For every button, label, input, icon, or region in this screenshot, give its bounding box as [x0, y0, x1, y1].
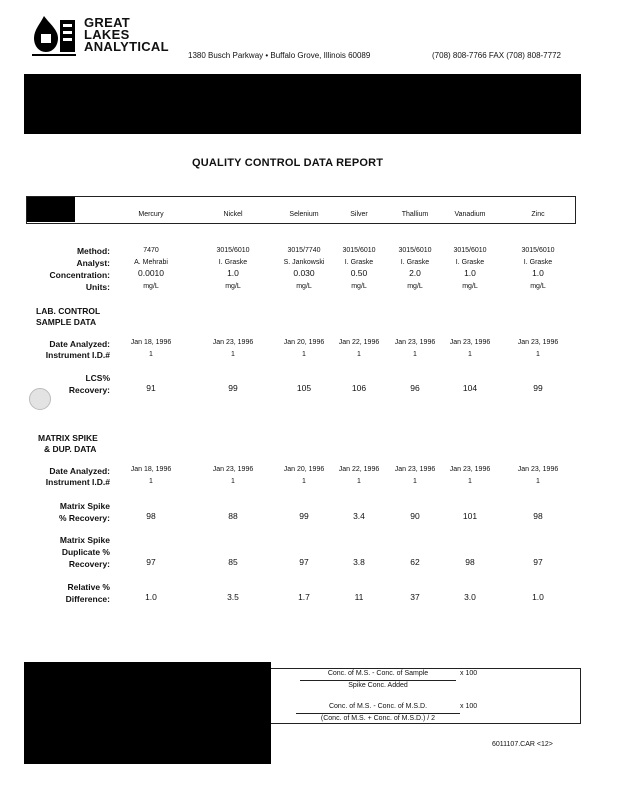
lcs-section-line: LAB. CONTROL — [36, 306, 101, 316]
ms-dup-cell: 97 — [146, 557, 156, 567]
lcs-instrument-cell: 1 — [413, 351, 417, 358]
lcs-recovery-cell: 99 — [228, 383, 238, 393]
units-cell: mg/L — [225, 283, 241, 290]
lcs-recovery-cell: 96 — [410, 383, 420, 393]
rpd-cell: 37 — [410, 592, 420, 602]
ms-date-cell: Jan 23, 1996 — [449, 466, 491, 473]
lcs-date-cell: Jan 23, 1996 — [212, 339, 254, 346]
rpd-cell: 3.5 — [227, 592, 239, 602]
column-header: Zinc — [531, 211, 545, 218]
rpd-cell: 11 — [354, 592, 364, 602]
analyst-cell: I. Graske — [400, 259, 430, 266]
analyst-cell: I. Graske — [218, 259, 248, 266]
lcs-instrument-label: Instrument I.D.# — [45, 350, 110, 360]
ms-instrument-cell: 1 — [149, 478, 153, 485]
lcs-recovery-label-line: LCS% — [85, 373, 110, 383]
ms-date-cell: Jan 23, 1996 — [517, 466, 559, 473]
ms-section-line: MATRIX SPIKE — [38, 433, 98, 443]
ms-dup-cell: 97 — [533, 557, 543, 567]
ms-section-title — [38, 433, 98, 455]
concentration-cell: 1.0 — [464, 268, 476, 278]
ms-spike-cell: 99 — [299, 511, 309, 521]
company-name-line: ANALYTICAL — [84, 39, 169, 54]
lcs-recovery-cell: 106 — [351, 383, 367, 393]
rpd-cell: 1.0 — [145, 592, 157, 602]
concentration-cell: 0.0010 — [138, 268, 164, 278]
ms-spike-label-line: % Recovery: — [58, 513, 110, 523]
ms-dup-cell: 62 — [410, 557, 420, 567]
method-cell: 3015/6010 — [521, 247, 555, 254]
company-name-line: GREAT — [84, 15, 131, 30]
ms-instrument-cell: 1 — [302, 478, 306, 485]
analyst-cell: A. Mehrabi — [134, 259, 168, 266]
method-cell: 3015/6010 — [216, 247, 250, 254]
units-label: Units: — [85, 282, 110, 292]
rpd-label-line: Difference: — [65, 594, 110, 604]
lcs-instrument-cell: 1 — [149, 351, 153, 358]
concentration-cell: 0.030 — [293, 268, 315, 278]
units-cell: mg/L — [530, 283, 546, 290]
ms-instrument-cell: 1 — [536, 478, 540, 485]
company-address: 1380 Busch Parkway • Buffalo Grove, Illinois 60089 — [188, 51, 371, 60]
method-label: Method: — [76, 246, 110, 256]
column-header: Vanadium — [454, 211, 486, 218]
column-header: Selenium — [289, 211, 319, 218]
lcs-recovery-label-line: Recovery: — [68, 385, 110, 395]
rpd-cell: 1.0 — [532, 592, 544, 602]
analyst-cell: I. Graske — [523, 259, 553, 266]
column-header: Silver — [350, 211, 368, 218]
lcs-section-title — [36, 306, 100, 328]
lcs-date-cell: Jan 23, 1996 — [449, 339, 491, 346]
ms-date-cell: Jan 22, 1996 — [338, 466, 380, 473]
column-header: Thallium — [401, 211, 429, 218]
ms-date-cell: Jan 20, 1996 — [283, 466, 325, 473]
lcs-instrument-cell: 1 — [536, 351, 540, 358]
concentration-label: Concentration: — [49, 270, 110, 280]
units-cell: mg/L — [351, 283, 367, 290]
lcs-recovery-label — [69, 372, 110, 396]
rpd-cell: 3.0 — [464, 592, 476, 602]
ms-dup-label — [60, 534, 110, 570]
ms-spike-cell: 90 — [410, 511, 420, 521]
method-cell: 3015/7740 — [287, 247, 321, 254]
units-cell: mg/L — [143, 283, 159, 290]
analyst-label: Analyst: — [76, 258, 110, 268]
ms-spike-label-line: Matrix Spike — [59, 501, 110, 511]
concentration-cell: 2.0 — [409, 268, 421, 278]
rpd-label — [66, 581, 110, 605]
ms-dup-label-line: Recovery: — [68, 559, 110, 569]
lcs-recovery-cell: 105 — [296, 383, 312, 393]
analyst-cell: I. Graske — [455, 259, 485, 266]
ms-spike-cell: 98 — [533, 511, 543, 521]
formula1-multiplier: x 100 — [460, 670, 478, 677]
company-name-line: LAKES — [84, 27, 130, 42]
ms-dup-label-line: Duplicate % — [61, 547, 110, 557]
concentration-cell: 0.50 — [350, 268, 368, 278]
lcs-date-cell: Jan 20, 1996 — [283, 339, 325, 346]
company-logo-icon — [30, 14, 78, 58]
formula1-fraction-bar — [300, 680, 456, 681]
ms-section-line: & DUP. DATA — [44, 444, 97, 454]
ms-dup-cell: 3.8 — [353, 557, 365, 567]
document-id: 6011107.CAR <12> — [492, 741, 553, 748]
ms-instrument-cell: 1 — [357, 478, 361, 485]
report-title: QUALITY CONTROL DATA REPORT — [192, 157, 384, 169]
units-cell: mg/L — [296, 283, 312, 290]
lcs-instrument-cell: 1 — [302, 351, 306, 358]
lcs-instrument-cell: 1 — [468, 351, 472, 358]
redacted-block — [27, 197, 75, 222]
redacted-block — [24, 74, 581, 134]
formula1-numerator: Conc. of M.S. - Conc. of Sample — [327, 670, 429, 677]
method-cell: 7470 — [143, 247, 159, 254]
formula2-numerator: Conc. of M.S. - Conc. of M.S.D. — [328, 703, 428, 710]
rpd-label-line: Relative % — [67, 582, 110, 592]
formula1-denominator: Spike Conc. Added — [348, 682, 408, 689]
method-cell: 3015/6010 — [398, 247, 432, 254]
ms-dup-cell: 85 — [228, 557, 238, 567]
concentration-cell: 1.0 — [532, 268, 544, 278]
company-name — [84, 17, 169, 53]
ms-date-label: Date Analyzed: — [49, 466, 110, 476]
lcs-date-cell: Jan 18, 1996 — [130, 339, 172, 346]
formula2-denominator: (Conc. of M.S. + Conc. of M.S.D.) / 2 — [320, 715, 436, 722]
ms-date-cell: Jan 23, 1996 — [394, 466, 436, 473]
lcs-date-label: Date Analyzed: — [49, 339, 110, 349]
ms-spike-cell: 101 — [462, 511, 478, 521]
formula2-fraction-bar — [296, 713, 460, 714]
lcs-instrument-cell: 1 — [357, 351, 361, 358]
analyst-cell: S. Jankowski — [283, 259, 325, 266]
lcs-recovery-cell: 91 — [146, 383, 156, 393]
units-cell: mg/L — [462, 283, 478, 290]
ms-date-cell: Jan 18, 1996 — [130, 466, 172, 473]
lcs-instrument-cell: 1 — [231, 351, 235, 358]
ms-instrument-cell: 1 — [413, 478, 417, 485]
company-phone: (708) 808-7766 FAX (708) 808-7772 — [432, 51, 561, 60]
method-cell: 3015/6010 — [453, 247, 487, 254]
hole-punch — [29, 388, 51, 410]
ms-spike-cell: 3.4 — [353, 511, 365, 521]
rpd-cell: 1.7 — [298, 592, 310, 602]
method-cell: 3015/6010 — [342, 247, 376, 254]
formula2-multiplier: x 100 — [460, 703, 478, 710]
lcs-date-cell: Jan 22, 1996 — [338, 339, 380, 346]
ms-spike-cell: 88 — [228, 511, 238, 521]
ms-dup-cell: 98 — [465, 557, 475, 567]
column-header-box — [26, 196, 576, 224]
ms-dup-cell: 97 — [299, 557, 309, 567]
ms-date-cell: Jan 23, 1996 — [212, 466, 254, 473]
column-header: Mercury — [138, 211, 164, 218]
column-header: Nickel — [223, 211, 243, 218]
lcs-date-cell: Jan 23, 1996 — [517, 339, 559, 346]
ms-spike-cell: 98 — [146, 511, 156, 521]
redacted-block — [24, 662, 271, 764]
units-cell: mg/L — [407, 283, 423, 290]
lcs-recovery-cell: 104 — [462, 383, 478, 393]
concentration-cell: 1.0 — [227, 268, 239, 278]
ms-instrument-cell: 1 — [231, 478, 235, 485]
analyst-cell: I. Graske — [344, 259, 374, 266]
ms-dup-label-line: Matrix Spike — [59, 535, 110, 545]
lcs-date-cell: Jan 23, 1996 — [394, 339, 436, 346]
ms-spike-label — [59, 500, 110, 524]
ms-instrument-label: Instrument I.D.# — [45, 477, 110, 487]
lcs-section-line: SAMPLE DATA — [36, 317, 97, 327]
lcs-recovery-cell: 99 — [533, 383, 543, 393]
ms-instrument-cell: 1 — [468, 478, 472, 485]
